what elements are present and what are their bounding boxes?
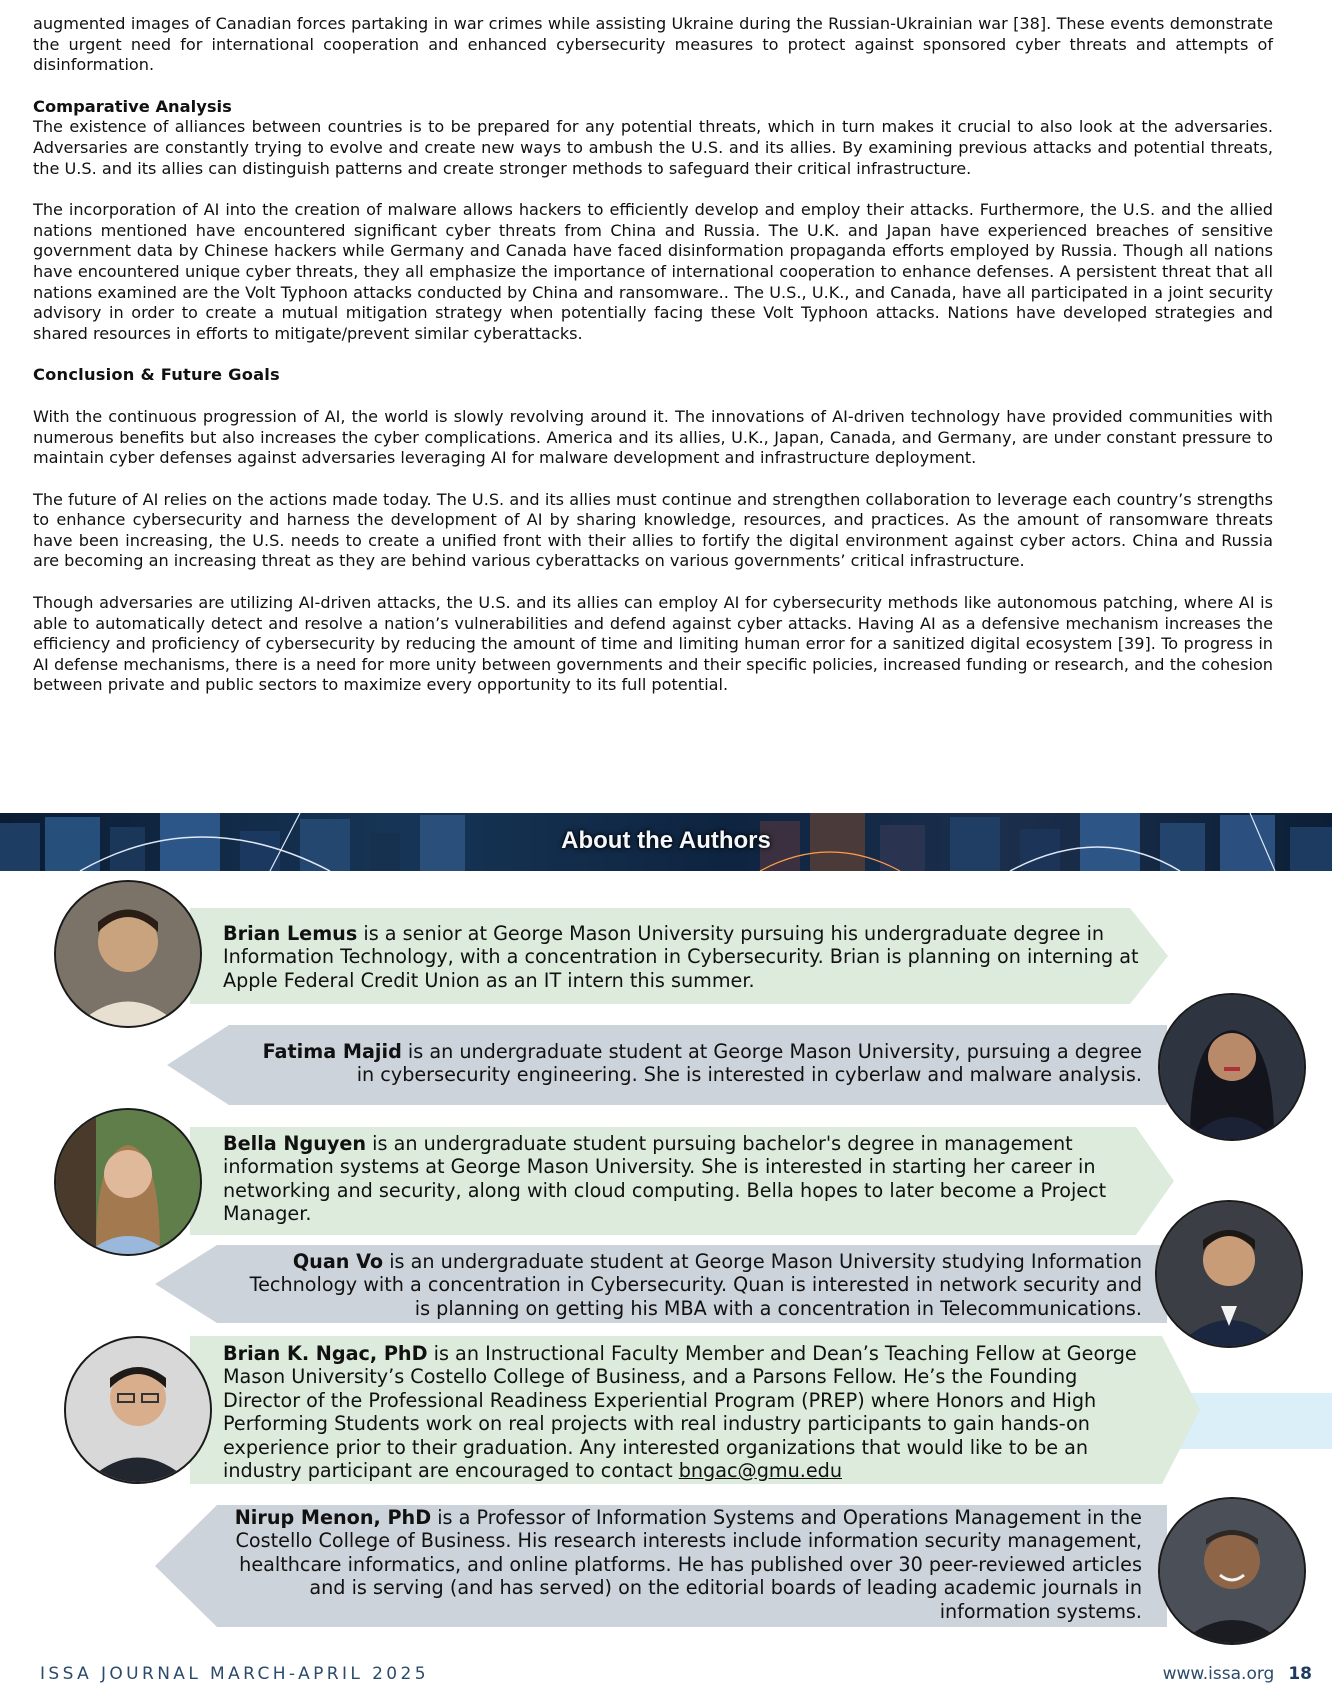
website-link[interactable]: www.issa.org xyxy=(1162,1664,1275,1684)
author-bio xyxy=(223,1132,1148,1226)
author-photo-quan-vo xyxy=(1155,1200,1303,1348)
portrait-icon xyxy=(1160,1499,1304,1643)
portrait-icon xyxy=(66,1338,210,1482)
journal-footer: ISSA JOURNAL MARCH-APRIL 2025 xyxy=(40,1664,429,1684)
author-description: is an Instructional Faculty Member and Dean’s Teaching Fellow at George Mason University’s Costello College of Business, and a Parsons Fellow. He’s the Founding Director of the Professional Readiness Experiential Program (PREP) where Honors and High Performing Students work on real projects with real industry participants to gain hands-on experience prior to their graduation. Any interested organizations that would like to be an industry participant are encouraged to contact xyxy=(223,1342,1137,1483)
conclusion-heading: Conclusion & Future Goals xyxy=(33,365,280,385)
author-photo-brian-lemus xyxy=(54,880,202,1028)
author-bio xyxy=(250,1040,1142,1087)
author-name: Fatima Majid xyxy=(262,1040,402,1063)
author-description: is an undergraduate student pursuing bachelor's degree in management information systems at George Mason University. She is interested in starting her career in networking and security, along with cloud computing. Bella hopes to later become a Project Manager. xyxy=(223,1132,1107,1226)
footer-right xyxy=(1163,1664,1312,1684)
portrait-icon xyxy=(56,1110,200,1254)
author-bio xyxy=(223,922,1143,992)
portrait-icon xyxy=(1160,995,1304,1139)
author-description: is an undergraduate student at George Mason University studying Information Technology with a concentration in Cybersecurity. Quan is interested in network security and is planning on getting his MBA with a concentration in Telecommunications. xyxy=(249,1250,1142,1320)
article-body xyxy=(33,14,1273,696)
author-name: Brian Lemus xyxy=(223,922,358,945)
conclusion-paragraph-1: With the continuous progression of AI, the world is slowly revolving around it. The innovations of AI-driven technology have provided communities with numerous benefits but also increases the cyber complications. America and its allies, U.K., Japan, Canada, and Germany, are under constant pressure to maintain cyber defenses against adversaries leveraging AI for malware development and infrastructure deployment. xyxy=(33,406,1273,468)
author-name: Bella Nguyen xyxy=(223,1132,367,1155)
author-bio xyxy=(230,1250,1142,1320)
author-bio xyxy=(223,1342,1153,1482)
author-description: is an undergraduate student at George Mason University, pursuing a degree in cybersecurity engineering. She is interested in cyberlaw and malware analysis. xyxy=(356,1040,1142,1087)
author-photo-fatima-majid xyxy=(1158,993,1306,1141)
author-description: is a senior at George Mason University pursuing his undergraduate degree in Information Technology, with a concentration in Cybersecurity. Brian is planning on interning at Apple Federal Credit Union as an IT intern this summer. xyxy=(223,922,1139,992)
author-photo-nirup-menon xyxy=(1158,1497,1306,1645)
intro-paragraph: augmented images of Canadian forces partaking in war crimes while assisting Ukraine during the Russian-Ukrainian war [38]. These events demonstrate the urgent need for international cooperation and enhanced cybersecurity measures to protect against sponsored cyber threats and attempts of disinformation. xyxy=(33,14,1273,75)
conclusion-paragraph-2: The future of AI relies on the actions made today. The U.S. and its allies must continue and strengthen collaboration to leverage each country’s strengths to enhance cybersecurity and harness the development of AI by sharing knowledge, resources, and practices. As the amount of ransomware threats have been increasing, the U.S. needs to create a unified front with their allies to fortify the digital environment against cyber actors. China and Russia are becoming an increasing threat as they are behind various cyberattacks on various governments’ critical infrastructure. xyxy=(33,489,1273,571)
author-name: Nirup Menon, PhD xyxy=(234,1506,432,1529)
comparative-paragraph-1: The existence of alliances between countries is to be prepared for any potential threats, which in turn makes it crucial to also look at the adversaries. Adversaries are constantly trying to evolve and create new ways to ambush the U.S. and its allies. By examining previous attacks and potential threats, the U.S. and its allies can distinguish patterns and create stronger methods to safeguard their critical infrastructure. xyxy=(33,117,1273,178)
author-photo-brian-ngac xyxy=(64,1336,212,1484)
author-email-link[interactable]: bngac@gmu.edu xyxy=(678,1459,842,1483)
about-authors-banner xyxy=(0,813,1332,871)
author-photo-bella-nguyen xyxy=(54,1108,202,1256)
comparative-analysis-heading: Comparative Analysis xyxy=(33,96,232,116)
author-name: Brian K. Ngac, PhD xyxy=(223,1342,428,1365)
conclusion-paragraph-3: Though adversaries are utilizing AI-driven attacks, the U.S. and its allies can employ AI for cybersecurity methods like autonomous patching, where AI is able to automatically detect and resolve a nation’s vulnerabilities and defend against cyber attacks. Having AI as a defensive mechanism increases the efficiency and proficiency of cybersecurity by reducing the amount of time and limiting human error for a sanitized digital ecosystem [39]. To progress in AI defense mechanisms, there is a need for more unity between governments and their specific policies, increased funding or research, and the cohesion between private and public sectors to maximize every opportunity to its full potential. xyxy=(33,593,1273,695)
author-name: Quan Vo xyxy=(292,1250,384,1273)
author-description: is a Professor of Information Systems and Operations Management in the Costello College of Business. His research interests include information security management, healthcare informatics, and online platforms. He has published over 30 peer-reviewed articles and is serving (and has served) on the editorial boards of leading academic journals in information systems. xyxy=(235,1506,1142,1623)
about-authors-title: About the Authors xyxy=(561,827,771,854)
portrait-icon xyxy=(56,882,200,1026)
comparative-paragraph-2: The incorporation of AI into the creation of malware allows hackers to efficiently develop and employ their attacks. Furthermore, the U.S. and the allied nations mentioned have encountered significant cyber threats from China and Russia. The U.K. and Japan have experienced breaches of sensitive government data by Chinese hackers while Germany and Canada have faced disinformation propaganda efforts employed by Russia. Though all nations have encountered unique cyber threats, they all emphasize the importance of international cooperation to enhance defenses. A persistent threat that all nations examined are the Volt Typhoon attacks conducted by China and ransomware.. The U.S., U.K., and Canada, have all participated in a joint security advisory in order to create a mutual mitigation strategy when potentially facing these Volt Typhoon attacks. Nations have developed strategies and shared resources in efforts to mitigate/prevent similar cyberattacks. xyxy=(33,200,1273,343)
author-bio xyxy=(220,1506,1142,1623)
portrait-icon xyxy=(1157,1202,1301,1346)
page-number: 18 xyxy=(1288,1664,1312,1684)
